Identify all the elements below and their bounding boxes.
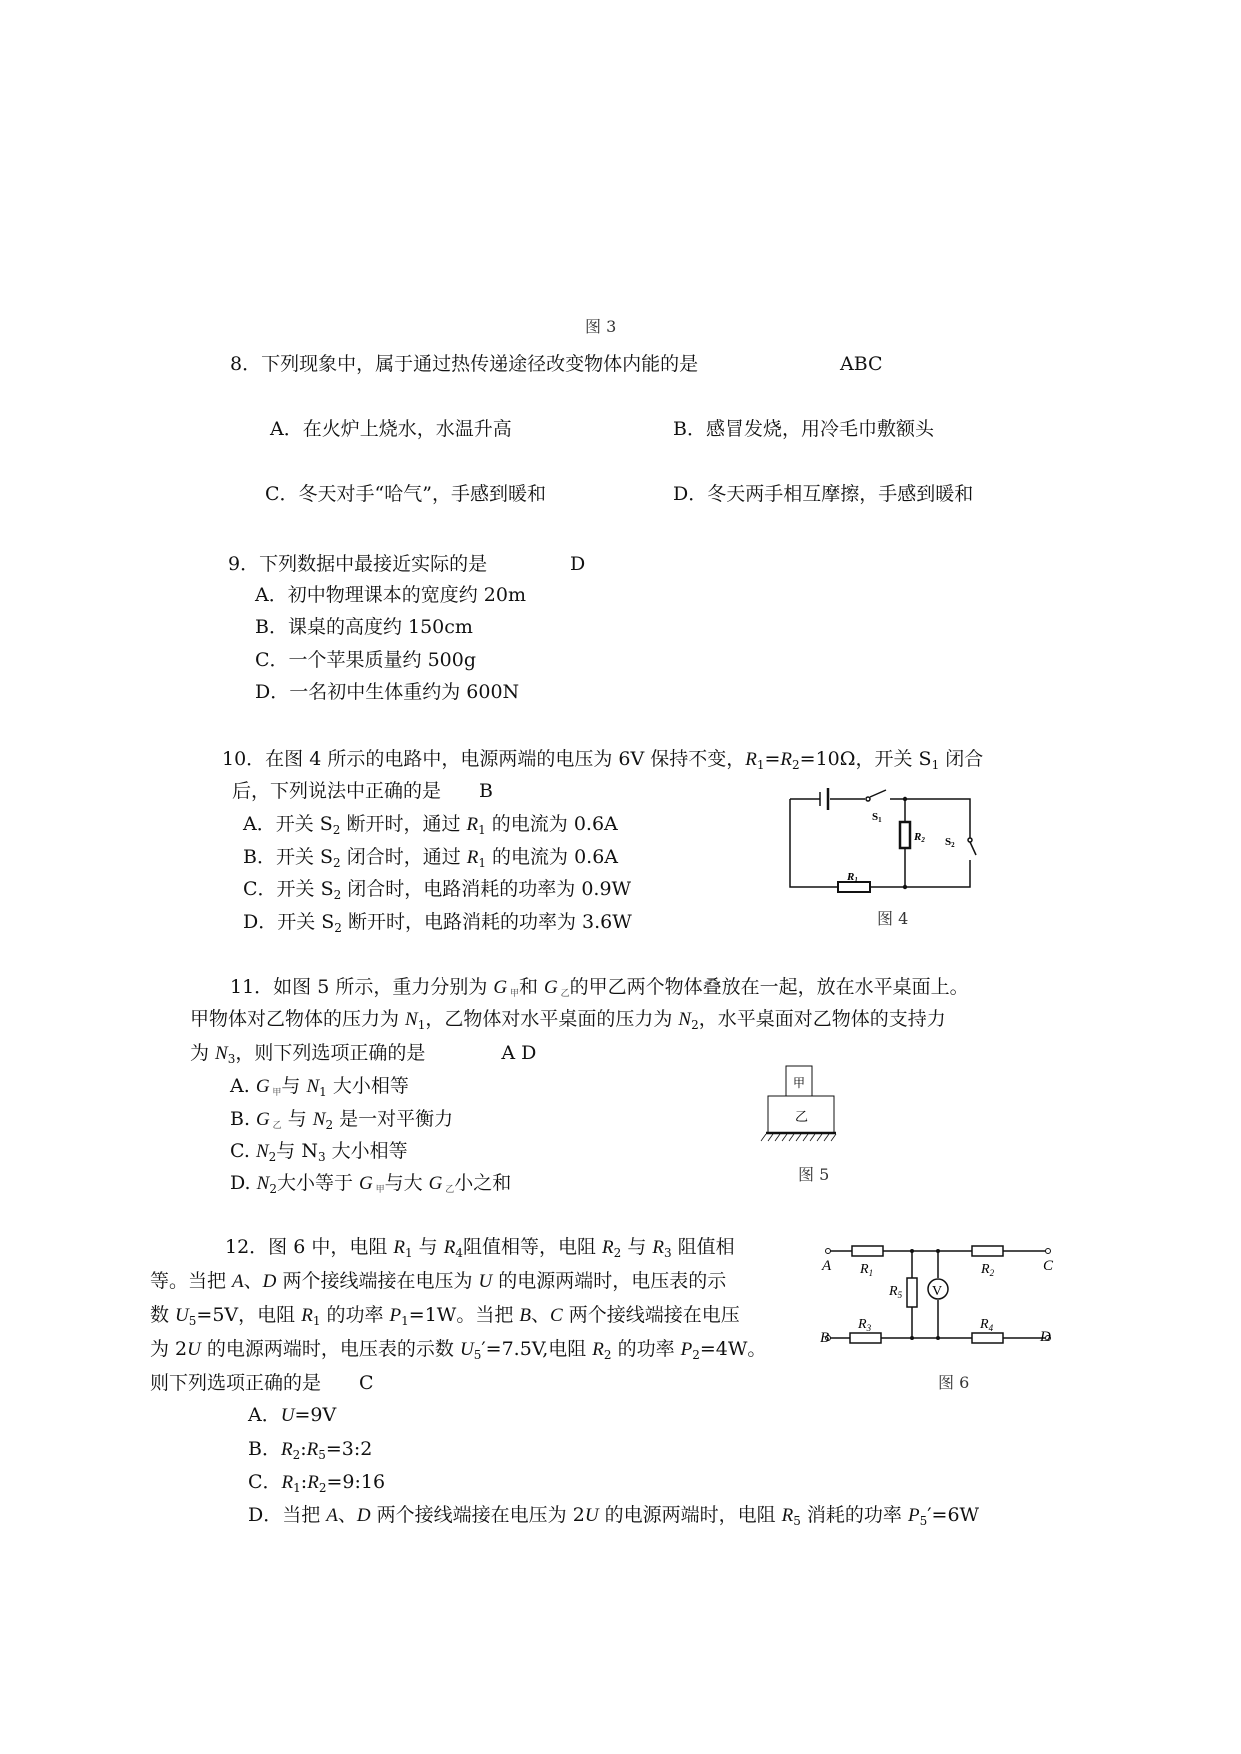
text-segment: 的电源两端时，电阻 [598,1504,782,1526]
math-variable: R [592,1339,604,1360]
subscript: 甲 [269,1088,282,1098]
text-segment: : [300,1438,307,1460]
text-segment: ′=6W [927,1504,980,1526]
math-variable: R [745,749,757,770]
q11-line-1 [230,975,969,1006]
terminal-d: D [1040,1329,1051,1345]
math-variable: U [459,1339,474,1360]
math-variable: R [602,1237,614,1258]
q8-option-a [270,417,512,441]
q10-line-1 [222,747,983,777]
block-bottom-label: 乙 [795,1109,809,1124]
text-segment: D．当把 [248,1504,327,1526]
subscript: 1 [319,1085,327,1099]
text-segment: A. [230,1075,256,1097]
q12-line-3 [150,1303,740,1333]
block-top-label: 甲 [793,1076,806,1090]
q12-line-2 [150,1269,726,1294]
text-segment: 闭合 [939,748,984,770]
text-segment: = [764,748,781,770]
subscript: 3 [227,1052,236,1066]
text-segment: 大小相等 [325,1140,408,1162]
math-variable: U [584,1505,599,1526]
text-segment: 与 [621,1236,653,1258]
subscript: 1 [478,856,487,870]
text-segment: 、 [243,1270,263,1292]
text-segment: 10．在图 4 所示的电路中，电源两端的电压为 6V 保持不变， [222,748,746,770]
text-segment: B．感冒发烧，用冷毛巾敷额头 [673,418,934,440]
text-segment: 与 [412,1236,444,1258]
q12-line-4 [150,1337,766,1367]
text-segment: C． [248,1471,282,1493]
math-variable: R [780,749,793,770]
text-segment: B． [248,1438,281,1460]
text-segment: B．开关 S [243,846,334,868]
circuit-figure-6 [820,1245,1065,1355]
q8-answer [840,352,883,376]
q10-option-b [243,845,618,875]
text-segment: 与 N [276,1140,318,1162]
text-segment: 甲物体对乙物体的压力为 [190,1008,406,1030]
subscript: 3 [663,1246,672,1260]
subscript: 2 [691,1018,699,1032]
text-segment: 断开时，通过 [340,813,467,835]
q8-stem [230,352,698,376]
subscript: 2 [603,1348,612,1362]
text-segment: 大小相等 [326,1075,409,1097]
terminal-a: A [822,1258,832,1274]
q11-option-c [230,1139,408,1169]
terminal-b: B [820,1330,830,1346]
math-variable: R [301,1305,313,1326]
text-segment: 闭合时，电路消耗的功率为 0.9W [341,878,632,900]
math-variable: P [389,1305,402,1326]
stacked-blocks-figure-5 [760,1066,860,1146]
fig4-caption: 图 4 [877,909,909,928]
math-variable: G [255,1076,270,1097]
text-segment: C．冬天对手“哈气”，手感到暖和 [265,483,546,505]
text-segment: =3:2 [325,1438,373,1460]
r1-label: R1 [847,871,858,884]
text-segment: 断开时，电路消耗的功率为 3.6W [341,911,632,933]
text-segment: 两个接线端接在电压为 [276,1270,479,1292]
math-variable: N [256,1173,270,1194]
subscript: 1 [405,1246,413,1260]
math-variable: B [519,1305,531,1326]
text-segment: ，乙物体对水平桌面的压力为 [425,1008,679,1030]
text-segment: D. [230,1172,257,1194]
subscript: 5 [188,1314,197,1328]
text-segment: ，则下列选项正确的是 A D [235,1042,537,1064]
q8-option-b [673,417,934,441]
math-variable: R [466,814,479,835]
fig6-caption: 图 6 [938,1373,970,1392]
subscript: 1 [417,1018,426,1032]
r2-label: R2 [914,831,925,844]
text-segment: =9V [294,1404,337,1426]
meter-v-label: V [932,1284,943,1299]
subscript: 2 [325,1118,334,1132]
math-variable: R [781,1505,794,1526]
text-segment: =5V，电阻 [196,1304,302,1326]
text-segment: D．冬天两手相互摩擦，手感到暖和 [673,483,974,505]
subscript: 2 [268,1150,277,1164]
q9-answer [570,552,585,576]
text-segment: 的电源两端时，电压表的示数 [200,1338,460,1360]
text-segment: A．在火炉上烧水，水温升高 [270,418,512,440]
math-variable: N [678,1009,692,1030]
q9-option-d [255,680,519,704]
subscript: 1 [312,1314,321,1328]
text-segment: 11．如图 5 所示，重力分别为 [230,976,494,998]
q9-option-b [255,615,473,639]
text-segment: A．初中物理课本的宽度约 20m [255,584,526,606]
subscript: 4 [455,1246,463,1260]
s1-label: S1 [872,811,882,824]
subscript: 2 [692,1348,700,1362]
math-variable: A [232,1271,244,1292]
subscript: 2 [332,823,341,837]
math-variable: G [359,1173,373,1194]
q11-option-b [230,1107,453,1138]
text-segment: 数 [150,1304,176,1326]
text-segment: D．开关 S [243,911,335,933]
math-variable: U [187,1339,201,1360]
math-variable: G [256,1109,270,1130]
subscript: 甲 [507,989,519,999]
math-variable: R [443,1237,456,1258]
s2-label: S2 [945,836,955,849]
text-segment: 等。当把 [150,1270,233,1292]
subscript: 1 [931,758,940,772]
text-segment: A．开关 S [243,813,333,835]
math-variable: G [493,977,508,998]
text-segment: 与 [281,1075,307,1097]
subscript: 2 [613,1246,622,1260]
terminal-c: C [1043,1258,1054,1274]
q11-option-d [230,1171,511,1202]
text-segment: 则下列选项正确的是 C [150,1372,374,1394]
q10-option-a [243,812,618,842]
subscript: 5 [473,1348,482,1362]
text-segment: 的功率 [320,1304,390,1326]
q9-answer-text: D [570,553,586,575]
math-variable: U [175,1305,189,1326]
text-segment: 和 [519,976,545,998]
text-segment: 两个接线端接在电压 [562,1304,740,1326]
math-variable: U [478,1271,493,1292]
q9-stem-text: 9．下列数据中最接近实际的是 [228,553,488,575]
subscript: 2 [792,758,800,772]
q12-option-c [248,1470,385,1500]
q11-line-3 [190,1041,536,1071]
subscript: 1 [756,758,765,772]
math-variable: C [550,1305,563,1326]
subscript: 2 [333,888,342,902]
subscript: 甲 [372,1185,385,1195]
text-segment: 后，下列说法中正确的是 B [232,780,493,802]
text-segment: 是一对平衡力 [333,1108,454,1130]
text-segment: =1W。当把 [408,1304,520,1326]
subscript: 5 [793,1514,801,1528]
text-segment: 阻值相等，电阻 [462,1236,603,1258]
text-segment: 闭合时，通过 [340,846,467,868]
r5-label: $R_5$ [889,1284,903,1300]
q10-line-2 [232,779,493,803]
q10-option-c [243,877,631,907]
subscript: 1 [293,1481,301,1495]
fig3-caption: 图 3 [585,317,617,336]
text-segment: 小之和 [454,1172,512,1194]
text-segment: =9:16 [326,1471,386,1493]
text-segment: D．一名初中生体重约为 600N [255,681,520,703]
math-variable: R [281,1472,294,1493]
text-segment: C．开关 S [243,878,334,900]
text-segment: C．一个苹果质量约 500g [255,649,477,671]
text-segment: 12．图 6 中，电阻 [225,1236,394,1258]
text-segment: 为 2 [150,1338,188,1360]
text-segment: 与 [281,1108,313,1130]
text-segment: ′=7.5V,电阻 [481,1338,593,1360]
math-variable: P [907,1505,920,1526]
r1-label: $R_1$ [860,1262,874,1278]
subscript: 乙 [269,1121,282,1131]
text-segment: =10Ω，开关 S [799,748,932,770]
text-segment: C. [230,1140,256,1162]
q8-stem-text: 8．下列现象中，属于通过热传递途径改变物体内能的是 [230,353,699,375]
text-segment: 的电流为 0.6A [485,813,618,835]
math-variable: R [652,1237,664,1258]
math-variable: D [356,1505,371,1526]
text-segment: ，水平桌面对乙物体的支持力 [698,1008,946,1030]
subscript: 1 [401,1314,409,1328]
math-variable: R [466,847,479,868]
r3-label: $R_3$ [858,1317,872,1333]
subscript: 2 [269,1182,277,1196]
q12-option-b [248,1437,372,1467]
math-variable: N [215,1043,228,1064]
subscript: 3 [317,1150,326,1164]
text-segment: 的电流为 0.6A [486,846,619,868]
text-segment: 两个接线端接在电压为 2 [370,1504,585,1526]
q8-option-d [673,482,973,506]
math-variable: A [326,1505,338,1526]
q12-line-5 [150,1371,374,1395]
math-variable: R [393,1237,405,1258]
q11-line-2 [190,1007,946,1037]
text-segment: 的功率 [611,1338,681,1360]
q11-option-a [230,1074,409,1105]
q12-option-a [248,1403,336,1428]
math-variable: U [280,1405,295,1426]
subscript: 2 [334,921,342,935]
math-variable: P [680,1339,693,1360]
math-variable: N [255,1141,269,1162]
subscript: 乙 [557,989,570,999]
subscript: 乙 [442,1185,455,1195]
subscript: 1 [478,823,486,837]
text-segment: 、 [530,1304,550,1326]
text-segment: 、 [337,1504,357,1526]
q12-line-1 [225,1235,735,1265]
text-segment: : [300,1471,308,1493]
math-variable: G [428,1173,443,1194]
text-segment: 的甲乙两个物体叠放在一起，放在水平桌面上。 [569,976,969,998]
q8-option-c [265,482,546,506]
q9-option-a [255,583,526,607]
text-segment: =4W。 [699,1338,767,1360]
math-variable: N [405,1009,418,1030]
subscript: 5 [919,1514,928,1528]
subscript: 2 [292,1448,301,1462]
q9-option-c [255,648,476,672]
math-variable: R [307,1472,319,1493]
math-variable: N [312,1109,326,1130]
q9-stem [228,552,487,576]
math-variable: N [306,1076,320,1097]
q12-option-d [248,1503,979,1533]
r2-label: $R_2$ [981,1262,995,1278]
math-variable: D [262,1271,277,1292]
text-segment: 为 [190,1042,216,1064]
subscript: 2 [333,856,341,870]
text-segment: B. [230,1108,257,1130]
text-segment: 的电源两端时，电压表的示 [492,1270,727,1292]
q8-answer-text: ABC [840,353,883,375]
text-segment: B．课桌的高度约 150cm [255,616,473,638]
subscript: 2 [318,1481,327,1495]
text-segment: 阻值相 [671,1236,735,1258]
math-variable: R [306,1439,319,1460]
text-segment: 消耗的功率 [800,1504,908,1526]
math-variable: G [544,977,558,998]
text-segment: 大小等于 [276,1172,360,1194]
fig5-caption: 图 5 [798,1165,830,1184]
q10-option-d [243,910,632,940]
math-variable: R [280,1439,293,1460]
subscript: 5 [318,1448,326,1462]
r4-label: $R_4$ [980,1317,994,1333]
circuit-figure-4 [790,790,990,910]
text-segment: A． [248,1404,281,1426]
text-segment: 与大 [384,1172,429,1194]
